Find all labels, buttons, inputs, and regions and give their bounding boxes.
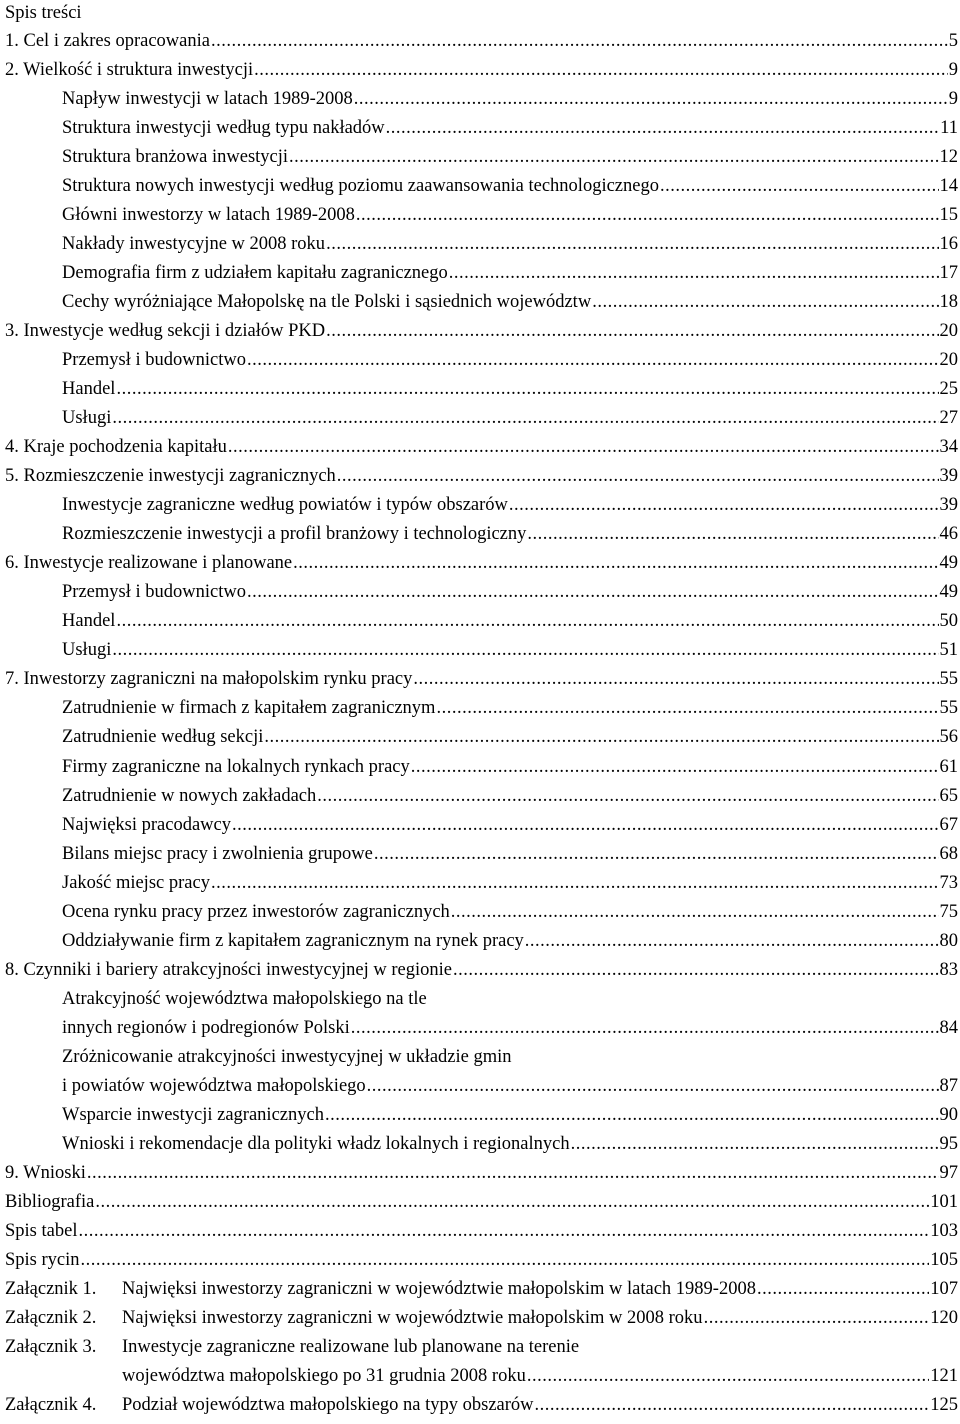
toc-entry[interactable] bbox=[0, 898, 960, 927]
toc-dot-leader bbox=[112, 404, 938, 433]
toc-entry-label: Cechy wyróżniające Małopolskę na tle Polski i sąsiednich województw bbox=[62, 292, 592, 312]
toc-entry-page: 83 bbox=[939, 960, 958, 980]
toc-entry[interactable] bbox=[0, 1246, 960, 1275]
toc-entry-page: 61 bbox=[939, 757, 958, 777]
toc-dot-leader bbox=[592, 288, 938, 317]
toc-entry-page: 27 bbox=[939, 408, 958, 428]
toc-entry-page: 17 bbox=[939, 263, 958, 283]
toc-entry-page: 120 bbox=[930, 1308, 958, 1328]
toc-dot-leader bbox=[527, 520, 938, 549]
toc-entry[interactable] bbox=[0, 753, 960, 782]
toc-dot-leader bbox=[356, 201, 939, 230]
toc-entry-label: Przemysł i budownictwo bbox=[62, 350, 246, 370]
toc-entry[interactable] bbox=[0, 869, 960, 898]
toc-entry-label: Handel bbox=[62, 379, 116, 399]
toc-entry[interactable] bbox=[0, 665, 960, 694]
toc-entry[interactable] bbox=[0, 1391, 960, 1420]
toc-entry-prefix: Załącznik 3. bbox=[5, 1337, 97, 1357]
toc-entry-page: 49 bbox=[939, 582, 958, 602]
toc-entry[interactable] bbox=[0, 56, 960, 85]
toc-entry-label: 5. Rozmieszczenie inwestycji zagranicznych bbox=[5, 466, 336, 486]
toc-dot-leader bbox=[386, 114, 940, 143]
toc-entry-page: 15 bbox=[939, 205, 958, 225]
toc-dot-leader bbox=[264, 723, 938, 752]
toc-entry-label: 7. Inwestorzy zagraniczni na małopolskim rynku pracy bbox=[5, 669, 413, 689]
toc-entry[interactable] bbox=[0, 172, 960, 201]
toc-entry[interactable] bbox=[0, 782, 960, 811]
toc-entry[interactable] bbox=[0, 201, 960, 230]
toc-entry[interactable] bbox=[0, 1333, 960, 1362]
toc-entry[interactable] bbox=[0, 346, 960, 375]
toc-dot-leader bbox=[757, 1275, 929, 1304]
toc-dot-leader bbox=[453, 956, 939, 985]
toc-entry-page: 9 bbox=[948, 60, 958, 80]
toc-entry-label: Firmy zagraniczne na lokalnych rynkach pracy bbox=[62, 757, 410, 777]
toc-entry-prefix: Załącznik 2. bbox=[5, 1308, 97, 1328]
toc-entry[interactable] bbox=[0, 114, 960, 143]
toc-entry-label: Napływ inwestycji w latach 1989-2008 bbox=[62, 89, 353, 109]
toc-entry-label: Zróżnicowanie atrakcyjności inwestycyjnej w układzie gmin bbox=[62, 1047, 512, 1067]
toc-entry[interactable] bbox=[0, 288, 960, 317]
toc-dot-leader bbox=[660, 172, 939, 201]
toc-entry[interactable] bbox=[0, 462, 960, 491]
toc-entry-label: 3. Inwestycje według sekcji i działów PKD bbox=[5, 321, 326, 341]
toc-dot-leader bbox=[451, 898, 939, 927]
toc-dot-leader bbox=[704, 1304, 930, 1333]
toc-entry-label: Usługi bbox=[62, 408, 112, 428]
toc-dot-leader bbox=[247, 346, 939, 375]
toc-dot-leader bbox=[337, 462, 939, 491]
toc-entry-label: Atrakcyjność województwa małopolskiego na tle bbox=[62, 989, 427, 1009]
toc-entry[interactable] bbox=[0, 1130, 960, 1159]
toc-entry-label: Zatrudnienie według sekcji bbox=[62, 727, 264, 747]
toc-entry-page: 11 bbox=[940, 118, 958, 138]
toc-entry-label: Spis rycin bbox=[5, 1250, 80, 1270]
toc-dot-leader bbox=[81, 1246, 930, 1275]
toc-entry-label: Bilans miejsc pracy i zwolnienia grupowe bbox=[62, 844, 373, 864]
toc-entry[interactable] bbox=[0, 1101, 960, 1130]
toc-entry-page: 5 bbox=[948, 31, 958, 51]
toc-dot-leader bbox=[367, 1072, 939, 1101]
toc-dot-leader bbox=[78, 1217, 929, 1246]
toc-entry-label: Bibliografia bbox=[5, 1192, 95, 1212]
toc-entry-page: 39 bbox=[939, 466, 958, 486]
toc-dot-leader bbox=[211, 869, 939, 898]
toc-dot-leader bbox=[211, 27, 948, 56]
toc-entry-label: Główni inwestorzy w latach 1989-2008 bbox=[62, 205, 355, 225]
toc-dot-leader bbox=[436, 694, 938, 723]
toc-dot-leader bbox=[411, 753, 939, 782]
toc-dot-leader bbox=[254, 56, 948, 85]
toc-entry-prefix: Załącznik 1. bbox=[5, 1279, 97, 1299]
toc-entry-label: Handel bbox=[62, 611, 116, 631]
toc-entry[interactable] bbox=[0, 1072, 960, 1101]
toc-entry-label: Nakłady inwestycyjne w 2008 roku bbox=[62, 234, 326, 254]
toc-dot-leader bbox=[293, 549, 938, 578]
toc-entry-page: 95 bbox=[939, 1134, 958, 1154]
toc-entry[interactable] bbox=[0, 404, 960, 433]
toc-entry-page: 75 bbox=[939, 902, 958, 922]
toc-entry-page: 49 bbox=[939, 553, 958, 573]
toc-entry[interactable] bbox=[0, 956, 960, 985]
toc-entry-label: 4. Kraje pochodzenia kapitału bbox=[5, 437, 227, 457]
toc-entry-page: 16 bbox=[939, 234, 958, 254]
toc-entry[interactable] bbox=[0, 375, 960, 404]
toc-entry-label: Jakość miejsc pracy bbox=[62, 873, 210, 893]
toc-entry-page: 97 bbox=[939, 1163, 958, 1183]
toc-entry[interactable] bbox=[0, 143, 960, 172]
toc-dot-leader bbox=[317, 782, 938, 811]
toc-dot-leader bbox=[326, 317, 938, 346]
toc-entry-label: 8. Czynniki i bariery atrakcyjności inwestycyjnej w regionie bbox=[5, 960, 452, 980]
toc-entry[interactable] bbox=[0, 636, 960, 665]
toc-entry-page: 20 bbox=[939, 321, 958, 341]
toc-entry[interactable] bbox=[0, 723, 960, 752]
toc-dot-leader bbox=[112, 636, 938, 665]
toc-entry-label: Załącznik 1. Najwięksi inwestorzy zagraniczni w województwie małopolskim w latach 1989-2008 bbox=[5, 1275, 756, 1304]
toc-entry-label: Struktura branżowa inwestycji bbox=[62, 147, 289, 167]
toc-entry[interactable] bbox=[0, 230, 960, 259]
toc-entry[interactable] bbox=[0, 840, 960, 869]
toc-dot-leader bbox=[527, 1362, 929, 1391]
toc-entry-prefix: Załącznik 4. bbox=[5, 1395, 97, 1415]
toc-entry-label: Spis tabel bbox=[5, 1221, 78, 1241]
toc-entry[interactable] bbox=[0, 1362, 960, 1391]
toc-entry-label: Ocena rynku pracy przez inwestorów zagranicznych bbox=[62, 902, 450, 922]
toc-entry-page: 39 bbox=[939, 495, 958, 515]
toc-dot-leader bbox=[326, 230, 938, 259]
toc-entry-page: 84 bbox=[939, 1018, 958, 1038]
toc-entry[interactable] bbox=[0, 317, 960, 346]
toc-entry-page: 67 bbox=[939, 815, 958, 835]
toc-entry-page: 12 bbox=[939, 147, 958, 167]
toc-entry-page: 65 bbox=[939, 786, 958, 806]
toc-entry-page: 34 bbox=[939, 437, 958, 457]
toc-entry[interactable] bbox=[0, 491, 960, 520]
toc-entry-page: 50 bbox=[939, 611, 958, 631]
toc-entry-page: 125 bbox=[930, 1395, 958, 1415]
toc-dot-leader bbox=[374, 840, 939, 869]
toc-entry-label: Oddziaływanie firm z kapitałem zagranicznym na rynek pracy bbox=[62, 931, 524, 951]
toc-dot-leader bbox=[232, 811, 938, 840]
toc-entry-label: Załącznik 3. Inwestycje zagraniczne realizowane lub planowane na terenie bbox=[5, 1333, 579, 1362]
toc-entry[interactable] bbox=[0, 811, 960, 840]
toc-entry-page: 51 bbox=[939, 640, 958, 660]
toc-entry-label: 9. Wnioski bbox=[5, 1163, 86, 1183]
toc-entry-page: 90 bbox=[939, 1105, 958, 1125]
toc-entry-page: 107 bbox=[930, 1279, 958, 1299]
toc-entry-label: Zatrudnienie w nowych zakładach bbox=[62, 786, 317, 806]
toc-entry[interactable] bbox=[0, 549, 960, 578]
toc-entry-page: 73 bbox=[939, 873, 958, 893]
toc-dot-leader bbox=[289, 143, 938, 172]
toc-dot-leader bbox=[95, 1188, 929, 1217]
toc-entry-page: 18 bbox=[939, 292, 958, 312]
toc-entry[interactable] bbox=[0, 1275, 960, 1304]
toc-entry[interactable] bbox=[0, 1043, 960, 1072]
toc-entry-label: Wnioski i rekomendacje dla polityki władz lokalnych i regionalnych bbox=[62, 1134, 570, 1154]
toc-dot-leader bbox=[87, 1159, 939, 1188]
toc-entry[interactable] bbox=[0, 85, 960, 114]
toc-dot-leader bbox=[354, 85, 948, 114]
toc-title: Spis treści bbox=[5, 3, 82, 23]
toc-entry[interactable] bbox=[0, 27, 960, 56]
toc-entry[interactable] bbox=[0, 694, 960, 723]
toc-entry-page: 68 bbox=[939, 844, 958, 864]
toc-dot-leader bbox=[247, 578, 939, 607]
toc-entry[interactable] bbox=[0, 578, 960, 607]
toc-entry-page: 103 bbox=[930, 1221, 958, 1241]
toc-dot-leader bbox=[525, 927, 939, 956]
toc-entry-page: 46 bbox=[939, 524, 958, 544]
toc-dot-leader bbox=[413, 665, 938, 694]
toc-entry-label: Demografia firm z udziałem kapitału zagranicznego bbox=[62, 263, 448, 283]
toc-entry-page: 55 bbox=[939, 698, 958, 718]
toc-entry-label: Przemysł i budownictwo bbox=[62, 582, 246, 602]
toc-entry-page: 25 bbox=[939, 379, 958, 399]
toc-entry-page: 87 bbox=[939, 1076, 958, 1096]
toc-entry-label: i powiatów województwa małopolskiego bbox=[62, 1076, 366, 1096]
toc-dot-leader bbox=[449, 259, 939, 288]
toc-entry-label: Struktura inwestycji według typu nakładów bbox=[62, 118, 385, 138]
toc-entry-page: 80 bbox=[939, 931, 958, 951]
toc-entry[interactable] bbox=[0, 1188, 960, 1217]
toc-entry[interactable] bbox=[0, 607, 960, 636]
toc-entry-page: 105 bbox=[930, 1250, 958, 1270]
toc-entry-page: 20 bbox=[939, 350, 958, 370]
toc-dot-leader bbox=[509, 491, 939, 520]
toc-entry-page: 101 bbox=[930, 1192, 958, 1212]
toc-entry[interactable] bbox=[0, 927, 960, 956]
toc-entry-page: 55 bbox=[939, 669, 958, 689]
toc-entry-page: 56 bbox=[939, 727, 958, 747]
toc-entry-label: Zatrudnienie w firmach z kapitałem zagranicznym bbox=[62, 698, 436, 718]
toc-entry[interactable] bbox=[0, 985, 960, 1014]
toc-dot-leader bbox=[351, 1014, 939, 1043]
toc-entry[interactable] bbox=[0, 520, 960, 549]
toc-entry-page: 9 bbox=[948, 89, 958, 109]
toc-entry-label: 1. Cel i zakres opracowania bbox=[5, 31, 210, 51]
toc-entry-page: 121 bbox=[930, 1366, 958, 1386]
toc-entry-label: Rozmieszczenie inwestycji a profil branżowy i technologiczny bbox=[62, 524, 527, 544]
toc-dot-leader bbox=[325, 1101, 939, 1130]
toc-entry-label: Załącznik 4. Podział województwa małopolskiego na typy obszarów bbox=[5, 1391, 534, 1420]
toc-dot-leader bbox=[571, 1130, 939, 1159]
toc-entry[interactable] bbox=[0, 1159, 960, 1188]
toc-entry[interactable] bbox=[0, 433, 960, 462]
toc-dot-leader bbox=[116, 375, 938, 404]
toc-entry-label: Wsparcie inwestycji zagranicznych bbox=[62, 1105, 324, 1125]
toc-entry[interactable] bbox=[0, 259, 960, 288]
toc-entry-label: Struktura nowych inwestycji według poziomu zaawansowania technologicznego bbox=[62, 176, 659, 196]
toc-dot-leader bbox=[228, 433, 939, 462]
toc-entry-label: innych regionów i podregionów Polski bbox=[62, 1018, 350, 1038]
toc-entry[interactable] bbox=[0, 1304, 960, 1333]
toc-dot-leader bbox=[116, 607, 938, 636]
toc-entry-label: Załącznik 2. Najwięksi inwestorzy zagraniczni w województwie małopolskim w 2008 roku bbox=[5, 1304, 703, 1333]
toc-entry[interactable] bbox=[0, 1014, 960, 1043]
toc-entry-label: 6. Inwestycje realizowane i planowane bbox=[5, 553, 293, 573]
toc-entry-label: Usługi bbox=[62, 640, 112, 660]
toc-dot-leader bbox=[535, 1391, 930, 1420]
toc-entry[interactable] bbox=[0, 1217, 960, 1246]
toc-entry-label: Inwestycje zagraniczne według powiatów i typów obszarów bbox=[62, 495, 508, 515]
toc-entry-label: województwa małopolskiego po 31 grudnia 2008 roku bbox=[122, 1366, 526, 1386]
toc-entry-label: Najwięksi pracodawcy bbox=[62, 815, 232, 835]
toc-entry-page: 14 bbox=[939, 176, 958, 196]
toc-entry-label: 2. Wielkość i struktura inwestycji bbox=[5, 60, 254, 80]
